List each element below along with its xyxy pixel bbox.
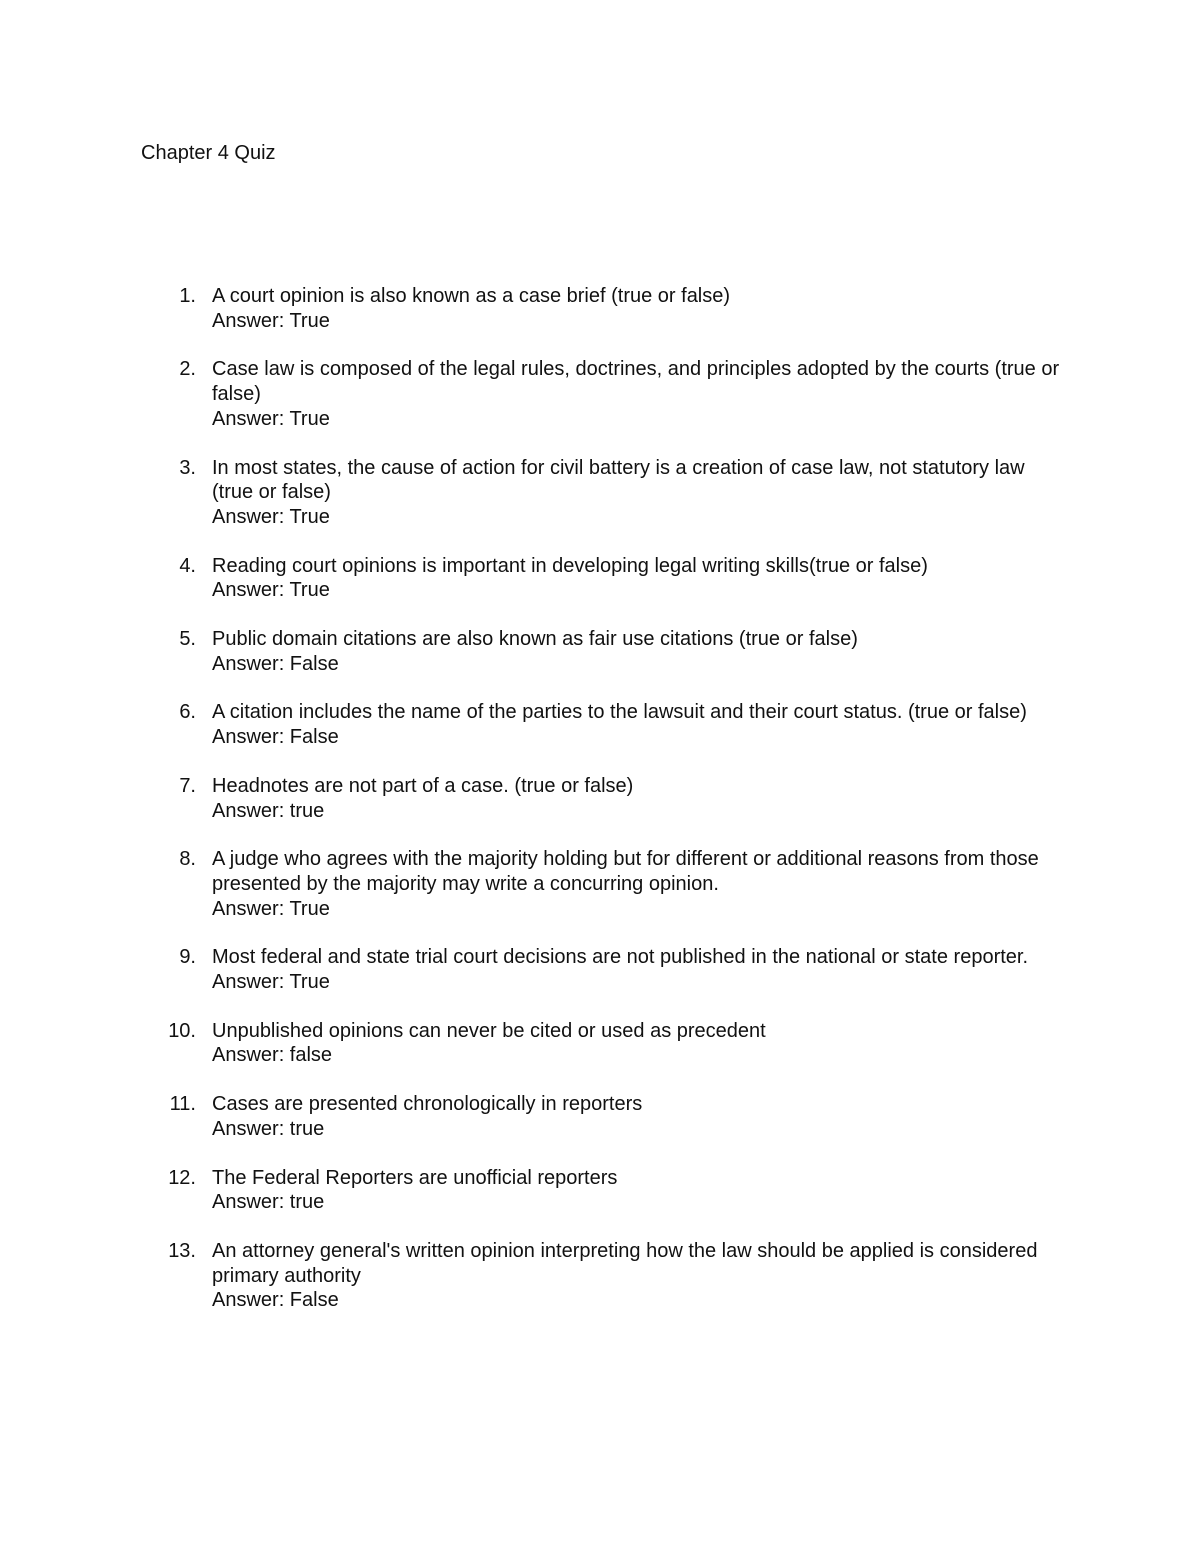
answer-text: Answer: false xyxy=(212,1044,333,1067)
quiz-question xyxy=(0,1092,1200,1141)
answer-text: Answer: False xyxy=(212,652,339,675)
question-text: A judge who agrees with the majority holding but for different or additional reasons from those presented by the majority may write a concurring opinion. xyxy=(212,848,1039,895)
question-number: 7. xyxy=(179,774,196,797)
answer-text: Answer: True xyxy=(212,579,330,602)
question-number: 10. xyxy=(168,1019,196,1042)
quiz-question xyxy=(0,945,1200,994)
question-body xyxy=(212,847,1062,921)
quiz-question xyxy=(0,700,1200,749)
question-text: Headnotes are not part of a case. (true or false) xyxy=(212,774,634,797)
quiz-question xyxy=(0,284,1200,333)
question-body xyxy=(212,1092,1062,1141)
quiz-question xyxy=(0,774,1200,823)
question-body xyxy=(212,700,1062,749)
question-number: 9. xyxy=(179,946,196,969)
question-number: 5. xyxy=(179,628,196,651)
question-body xyxy=(212,1019,1062,1068)
answer-text: Answer: True xyxy=(212,897,330,920)
answer-text: Answer: true xyxy=(212,1117,325,1140)
question-body xyxy=(212,1166,1062,1215)
answer-text: Answer: True xyxy=(212,309,330,332)
quiz-question xyxy=(0,847,1200,921)
quiz-question xyxy=(0,1019,1200,1068)
answer-text: Answer: True xyxy=(212,407,330,430)
question-number: 11. xyxy=(169,1093,196,1116)
answer-text: Answer: False xyxy=(212,1289,339,1312)
answer-text: Answer: true xyxy=(212,799,325,822)
question-body xyxy=(212,945,1062,994)
question-body xyxy=(212,627,1062,676)
question-number: 2. xyxy=(179,358,196,381)
answer-text: Answer: False xyxy=(212,726,339,749)
question-text: In most states, the cause of action for civil battery is a creation of case law, not statutory law (true or false) xyxy=(212,456,1025,504)
question-text: Public domain citations are also known as fair use citations (true or false) xyxy=(212,628,858,651)
question-body xyxy=(212,284,1062,333)
question-number: 3. xyxy=(179,456,196,479)
quiz-question xyxy=(0,357,1200,431)
question-number: 1. xyxy=(179,285,196,307)
question-number: 4. xyxy=(179,554,196,577)
quiz-question xyxy=(0,1166,1200,1215)
quiz-question xyxy=(0,554,1200,603)
question-text: A citation includes the name of the parties to the lawsuit and their court status. (true or false) xyxy=(212,701,1027,724)
question-body xyxy=(212,456,1062,530)
question-body xyxy=(212,774,1062,823)
question-body xyxy=(212,554,1062,603)
question-text: Most federal and state trial court decisions are not published in the national or state reporter. xyxy=(212,946,1029,969)
question-text: The Federal Reporters are unofficial reporters xyxy=(212,1166,618,1189)
answer-text: Answer: true xyxy=(212,1191,325,1214)
quiz-question xyxy=(0,627,1200,676)
answer-text: Answer: True xyxy=(212,505,330,528)
quiz-question xyxy=(0,1239,1200,1313)
question-text: A court opinion is also known as a case brief (true or false) xyxy=(212,285,731,307)
question-number: 13. xyxy=(168,1239,196,1262)
quiz-question-list xyxy=(0,284,1200,1337)
question-text: Case law is composed of the legal rules, doctrines, and principles adopted by the courts (true or false) xyxy=(212,358,1060,406)
question-body xyxy=(212,1239,1062,1313)
answer-text: Answer: True xyxy=(212,971,330,994)
page-title: Chapter 4 Quiz xyxy=(141,142,276,164)
question-text: An attorney general's written opinion interpreting how the law should be applied is considered primary authority xyxy=(212,1239,1038,1287)
question-text: Unpublished opinions can never be cited or used as precedent xyxy=(212,1019,766,1042)
question-body xyxy=(212,357,1062,431)
question-number: 6. xyxy=(179,701,196,724)
question-text: Reading court opinions is important in developing legal writing skills(true or false) xyxy=(212,554,928,577)
quiz-question xyxy=(0,456,1200,530)
question-number: 8. xyxy=(179,848,196,871)
question-number: 12. xyxy=(168,1166,196,1189)
question-text: Cases are presented chronologically in reporters xyxy=(212,1093,643,1116)
